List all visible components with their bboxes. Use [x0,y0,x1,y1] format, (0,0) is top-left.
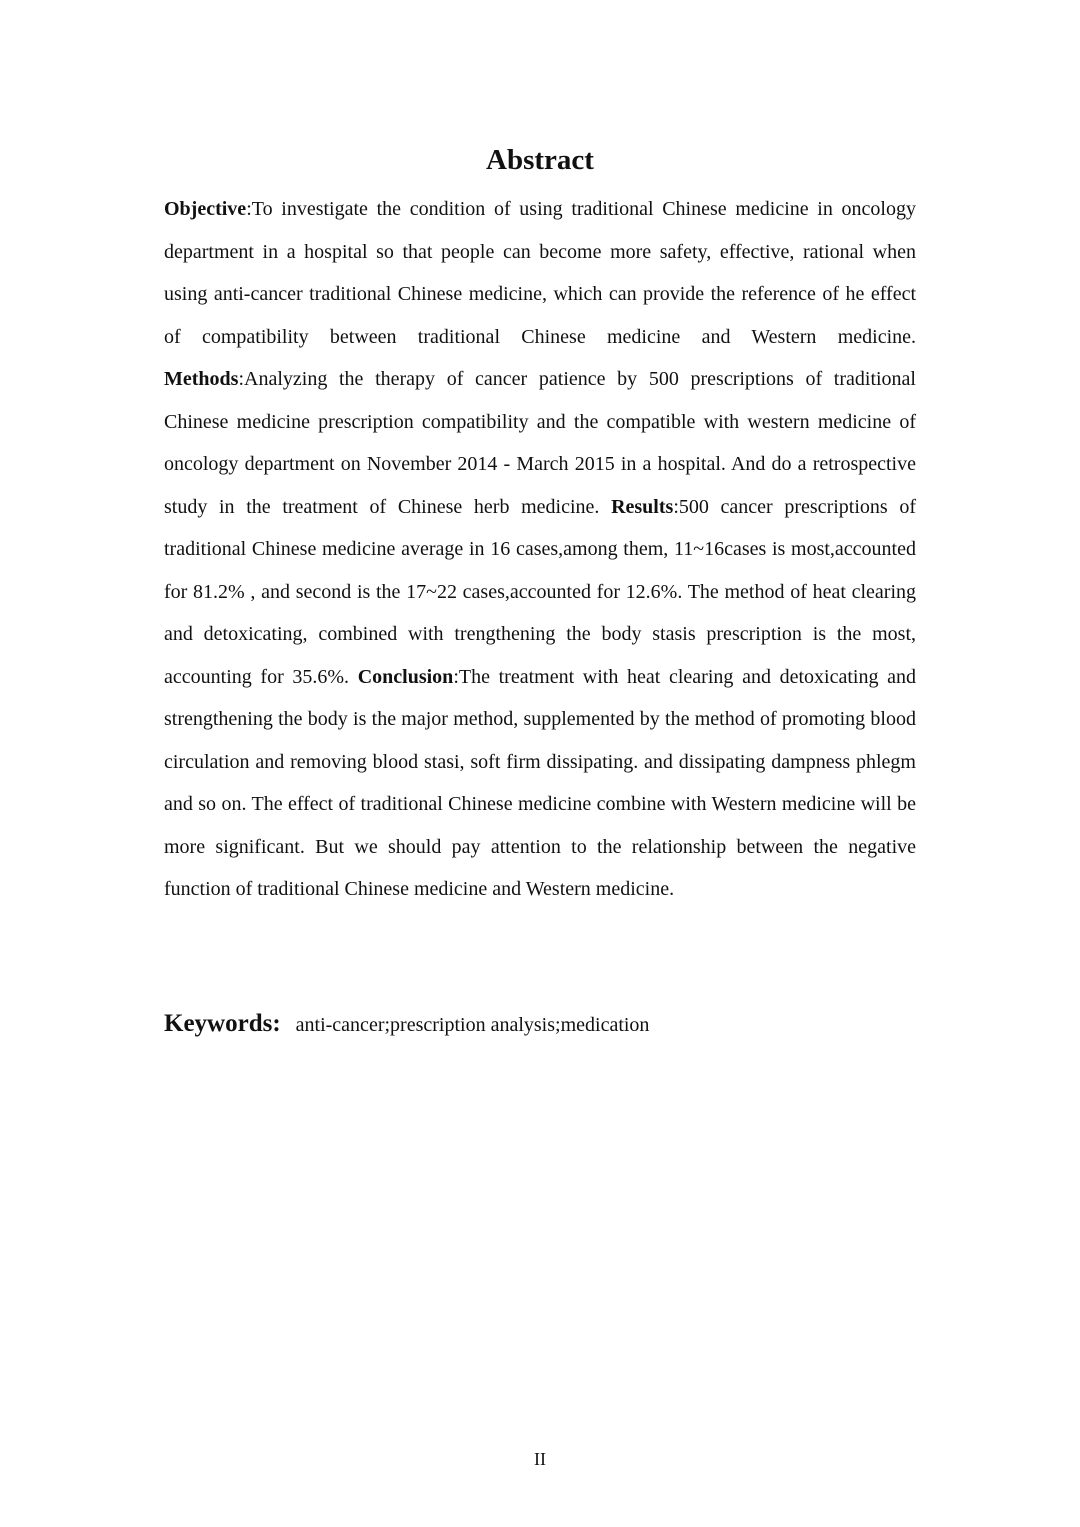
results-separator: : [673,495,679,518]
abstract-paragraph [164,188,916,911]
conclusion-separator: : [453,665,459,688]
conclusion-label: Conclusion [357,665,454,688]
keyword-item: prescription analysis [390,1014,556,1036]
keyword-item: anti-cancer [295,1014,385,1036]
methods-label: Methods [164,368,239,390]
results-label: Results [611,495,674,518]
results-text: 500 cancer prescriptions of traditional Chinese medicine average in 16 cases,among them, 11~16cases is most,accounted for 81.2% , and second is the 17~22 cases,accounted for 12.6%. The method of heat clearing and detoxicating, combined with trengthening the body stasis prescription is the most, accounting for 35.6%. [164,495,916,688]
keywords-line [164,1004,916,1045]
objective-label: Objective [164,198,247,220]
objective-text: To investigate the condition of using traditional Chinese medicine in oncology department in a hospital so that people can become more safety, effective, rational when using anti-cancer traditional Chinese medicine, which can provide the reference of he effect of compatibility between traditional Chinese medicine and Western medicine. [164,198,916,348]
methods-separator: : [238,368,245,390]
keywords-label: Keywords: [164,1010,281,1037]
methods-text: Analyzing the therapy of cancer patience by 500 prescriptions of traditional Chinese medicine prescription compatibility and the compatible with western medicine of oncology department on November 2014 - March 2015 in a hospital. And do a retrospective study in the treatment of Chinese herb medicine. [164,368,916,518]
conclusion-text: The treatment with heat clearing and detoxicating and strengthening the body is the major method, supplemented by the method of promoting blood circulation and removing blood stasi, soft firm dissipating. and dissipating dampness phlegm and so on. The effect of traditional Chinese medicine combine with Western medicine will be more significant. But we should pay attention to the relationship between the negative function of traditional Chinese medicine and Western medicine. [164,665,916,900]
keyword-separator: ; [555,1014,561,1036]
page-number: II [534,1449,546,1469]
page-title: Abstract [486,144,594,176]
keyword-separator: ; [384,1014,391,1036]
keyword-item: medication [560,1014,650,1036]
objective-separator: : [246,198,252,220]
